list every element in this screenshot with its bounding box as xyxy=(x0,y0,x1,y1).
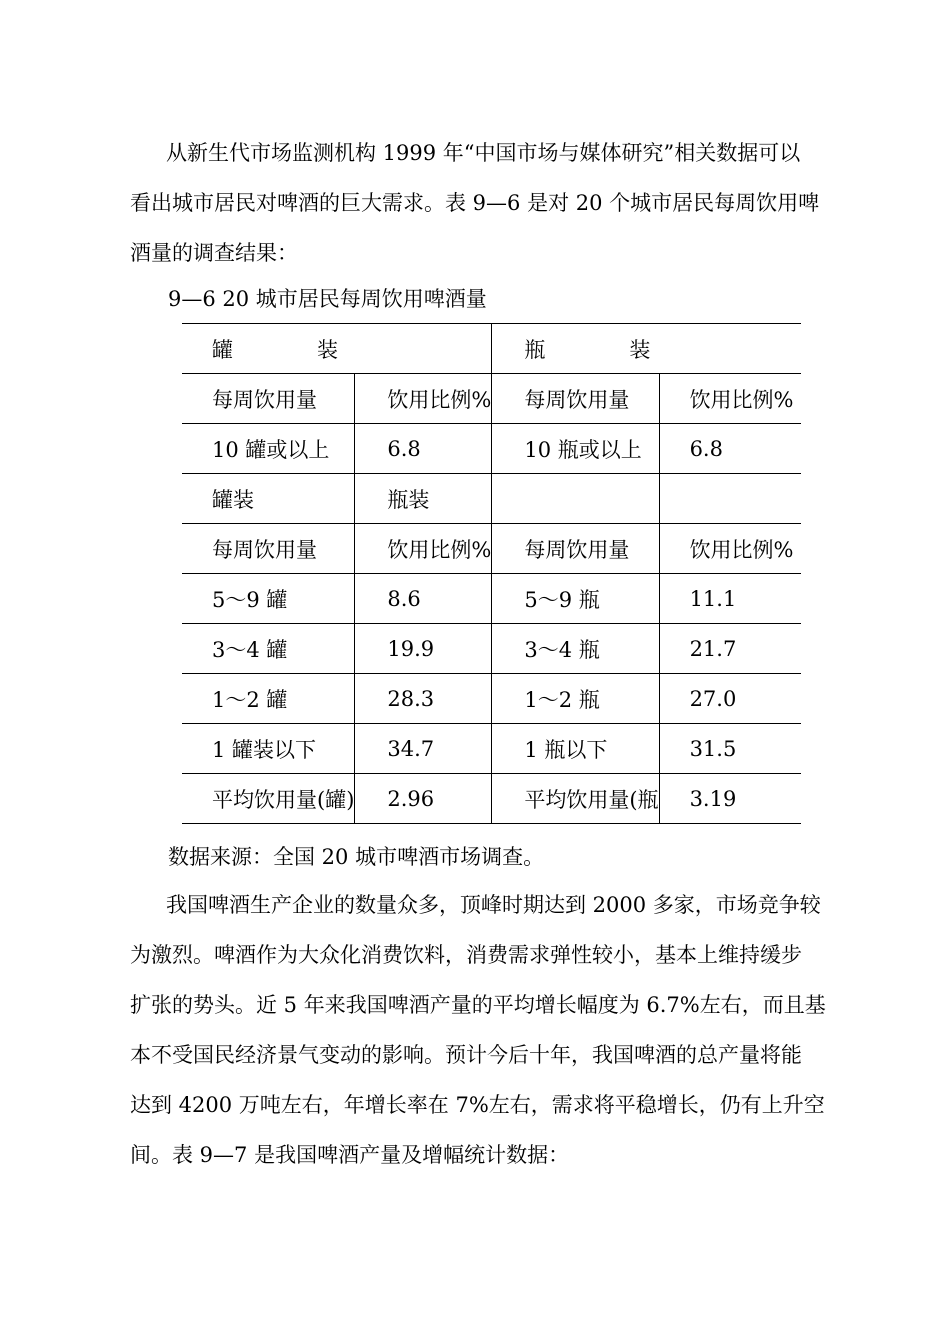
table-cell: 每周饮用量 xyxy=(492,374,659,424)
table-caption: 9—6 20 城市居民每周饮用啤酒量 xyxy=(168,287,487,311)
table-cell: 3～4 瓶 xyxy=(492,624,659,674)
table-cell: 饮用比例% xyxy=(355,524,492,574)
table-cell: 罐装 xyxy=(182,474,355,524)
table-cell: 34.7 xyxy=(355,724,492,774)
table-cell xyxy=(659,474,801,524)
intro-line-2: 看出城市居民对啤酒的巨大需求。表 9—6 是对 20 个城市居民每周饮用啤 xyxy=(130,191,820,215)
table-row xyxy=(182,674,801,724)
table-cell: 10 罐或以上 xyxy=(182,424,355,474)
table-cell: 6.8 xyxy=(659,424,801,474)
intro-paragraph xyxy=(130,128,865,278)
table-cell: 3～4 罐 xyxy=(182,624,355,674)
table-row xyxy=(182,724,801,774)
table-cell: 1～2 罐 xyxy=(182,674,355,724)
table-cell: 饮用比例% xyxy=(355,374,492,424)
table-row xyxy=(182,624,801,674)
second-line-1: 我国啤酒生产企业的数量众多，顶峰时期达到 2000 多家，市场竞争较 xyxy=(166,893,821,917)
table-cell xyxy=(492,474,659,524)
table-cell: 27.0 xyxy=(659,674,801,724)
table-row xyxy=(182,774,801,824)
table-row xyxy=(182,474,801,524)
table-cell: 平均饮用量(罐) xyxy=(182,774,355,824)
data-source-note: 数据来源：全国 20 城市啤酒市场调查。 xyxy=(168,845,545,869)
table-cell: 21.7 xyxy=(659,624,801,674)
table-row xyxy=(182,424,801,474)
table-cell: 5～9 瓶 xyxy=(492,574,659,624)
table-row xyxy=(182,374,801,424)
table-cell: 平均饮用量(瓶 xyxy=(492,774,659,824)
table-cell: 1 瓶以下 xyxy=(492,724,659,774)
second-line-6: 间。表 9—7 是我国啤酒产量及增幅统计数据： xyxy=(130,1143,570,1167)
table-cell: 1 罐装以下 xyxy=(182,724,355,774)
second-line-5: 达到 4200 万吨左右，年增长率在 7%左右，需求将平稳增长，仍有上升空 xyxy=(130,1093,825,1117)
second-line-2: 为激烈。啤酒作为大众化消费饮料，消费需求弹性较小，基本上维持缓步 xyxy=(130,943,802,967)
second-line-4: 本不受国民经济景气变动的影响。预计今后十年，我国啤酒的总产量将能 xyxy=(130,1043,802,1067)
table-cell: 10 瓶或以上 xyxy=(492,424,659,474)
table-cell: 1～2 瓶 xyxy=(492,674,659,724)
table-cell: 31.5 xyxy=(659,724,801,774)
intro-line-3: 酒量的调查结果： xyxy=(130,241,298,265)
table-cell: 饮用比例% xyxy=(659,374,801,424)
table-cell: 瓶 装 xyxy=(492,324,801,374)
table-row xyxy=(182,574,801,624)
second-line-3: 扩张的势头。近 5 年来我国啤酒产量的平均增长幅度为 6.7%左右，而且基 xyxy=(130,993,826,1017)
table-cell: 5～9 罐 xyxy=(182,574,355,624)
table-cell: 6.8 xyxy=(355,424,492,474)
table-cell: 19.9 xyxy=(355,624,492,674)
beer-consumption-table xyxy=(182,323,801,824)
table-cell: 瓶装 xyxy=(355,474,492,524)
second-paragraph xyxy=(130,880,865,1180)
table-row xyxy=(182,524,801,574)
table-cell: 每周饮用量 xyxy=(182,524,355,574)
table-cell: 2.96 xyxy=(355,774,492,824)
table-cell: 3.19 xyxy=(659,774,801,824)
table-row xyxy=(182,324,801,374)
table-cell: 饮用比例% xyxy=(659,524,801,574)
table-cell: 每周饮用量 xyxy=(492,524,659,574)
table-cell: 28.3 xyxy=(355,674,492,724)
table-cell: 8.6 xyxy=(355,574,492,624)
table-cell: 罐 装 xyxy=(182,324,492,374)
table-cell: 11.1 xyxy=(659,574,801,624)
intro-line-1: 从新生代市场监测机构 1999 年“中国市场与媒体研究”相关数据可以 xyxy=(166,141,801,165)
table-cell: 每周饮用量 xyxy=(182,374,355,424)
